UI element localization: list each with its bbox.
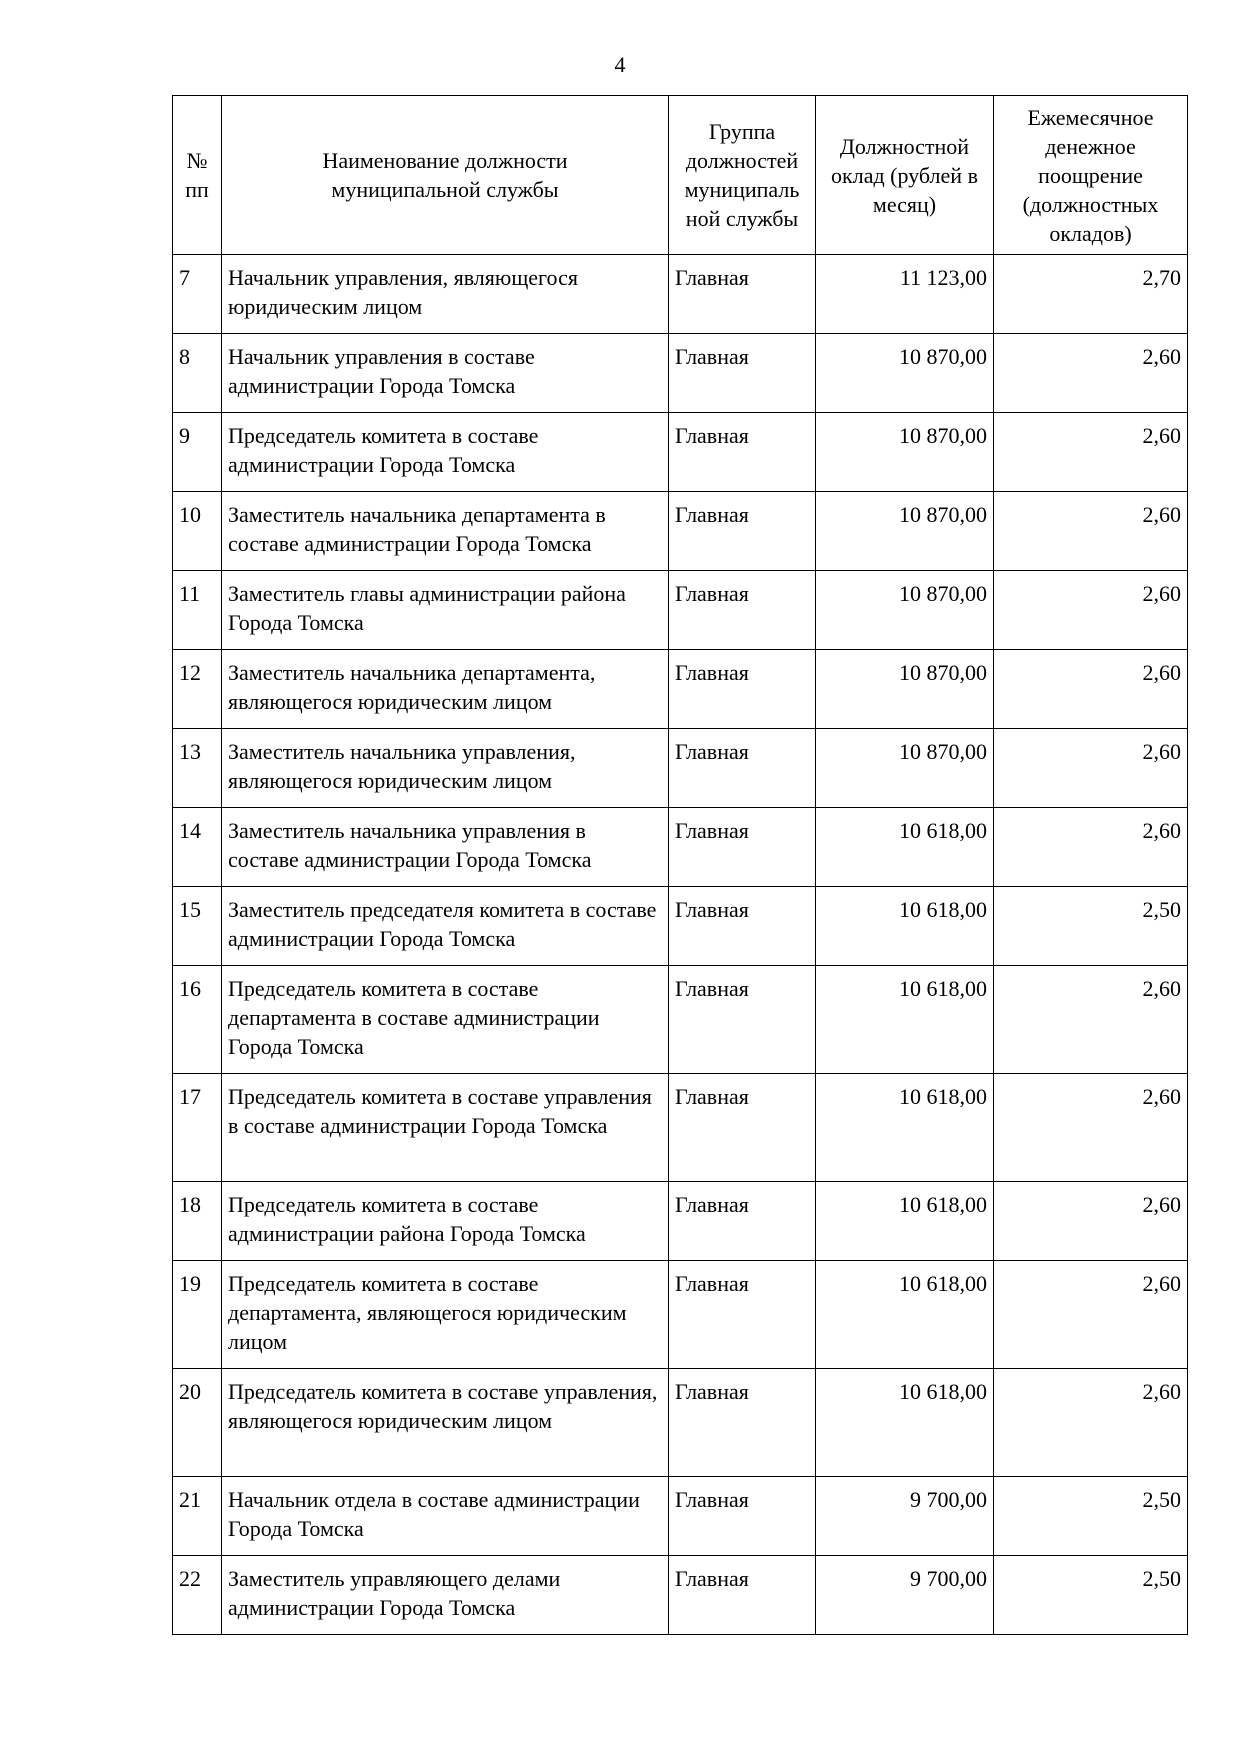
monthly-bonus: 2,60 [994, 729, 1188, 808]
position-name: Председатель комитета в составе администрации района Города Томска [222, 1182, 669, 1261]
monthly-bonus: 2,60 [994, 1369, 1188, 1477]
position-group: Главная [669, 1556, 816, 1635]
position-name: Начальник управления, являющегося юридическим лицом [222, 255, 669, 334]
row-number: 9 [173, 413, 222, 492]
salary: 11 123,00 [816, 255, 994, 334]
row-number: 11 [173, 571, 222, 650]
salary: 10 870,00 [816, 413, 994, 492]
position-name: Председатель комитета в составе департамента в составе администрации Города Томска [222, 966, 669, 1074]
monthly-bonus: 2,60 [994, 1074, 1188, 1182]
position-name: Заместитель начальника департамента в составе администрации Города Томска [222, 492, 669, 571]
position-name: Начальник отдела в составе администрации Города Томска [222, 1477, 669, 1556]
header-salary: Должностной оклад (рублей в месяц) [816, 96, 994, 255]
header-row [173, 96, 1188, 255]
table-row [173, 255, 1188, 334]
position-name: Председатель комитета в составе администрации Города Томска [222, 413, 669, 492]
monthly-bonus: 2,60 [994, 808, 1188, 887]
table-row [173, 571, 1188, 650]
row-number: 12 [173, 650, 222, 729]
position-group: Главная [669, 571, 816, 650]
row-number: 19 [173, 1261, 222, 1369]
salary: 10 618,00 [816, 808, 994, 887]
header-position-group: Группа должностей муниципаль ной службы [669, 96, 816, 255]
table-row [173, 413, 1188, 492]
monthly-bonus: 2,70 [994, 255, 1188, 334]
table-row [173, 808, 1188, 887]
row-number: 8 [173, 334, 222, 413]
monthly-bonus: 2,60 [994, 1261, 1188, 1369]
position-name: Заместитель начальника управления, являющегося юридическим лицом [222, 729, 669, 808]
table-row [173, 729, 1188, 808]
row-number: 16 [173, 966, 222, 1074]
table-row [173, 492, 1188, 571]
salary: 9 700,00 [816, 1556, 994, 1635]
position-group: Главная [669, 650, 816, 729]
row-number: 22 [173, 1556, 222, 1635]
salary: 10 618,00 [816, 1261, 994, 1369]
position-group: Главная [669, 887, 816, 966]
position-name: Председатель комитета в составе департамента, являющегося юридическим лицом [222, 1261, 669, 1369]
monthly-bonus: 2,60 [994, 413, 1188, 492]
table-body [173, 255, 1188, 1635]
position-group: Главная [669, 808, 816, 887]
positions-table [172, 95, 1188, 1635]
row-number: 17 [173, 1074, 222, 1182]
header-number: № пп [173, 96, 222, 255]
position-group: Главная [669, 1261, 816, 1369]
position-group: Главная [669, 729, 816, 808]
monthly-bonus: 2,60 [994, 492, 1188, 571]
position-group: Главная [669, 1182, 816, 1261]
position-name: Заместитель главы администрации района Города Томска [222, 571, 669, 650]
salary: 10 870,00 [816, 334, 994, 413]
header-monthly-bonus: Ежемесячное денежное поощрение (должностных окладов) [994, 96, 1188, 255]
table-row [173, 1477, 1188, 1556]
table-header [173, 96, 1188, 255]
position-name: Заместитель председателя комитета в составе администрации Города Томска [222, 887, 669, 966]
position-group: Главная [669, 1369, 816, 1477]
position-name: Председатель комитета в составе управления, являющегося юридическим лицом [222, 1369, 669, 1477]
table-row [173, 650, 1188, 729]
position-group: Главная [669, 1477, 816, 1556]
monthly-bonus: 2,50 [994, 887, 1188, 966]
row-number: 10 [173, 492, 222, 571]
table-row [173, 1261, 1188, 1369]
salary: 10 870,00 [816, 492, 994, 571]
position-group: Главная [669, 413, 816, 492]
position-name: Заместитель управляющего делами администрации Города Томска [222, 1556, 669, 1635]
row-number: 13 [173, 729, 222, 808]
monthly-bonus: 2,60 [994, 571, 1188, 650]
monthly-bonus: 2,60 [994, 650, 1188, 729]
salary: 10 618,00 [816, 1182, 994, 1261]
position-group: Главная [669, 255, 816, 334]
table-row [173, 1556, 1188, 1635]
monthly-bonus: 2,60 [994, 334, 1188, 413]
position-name: Заместитель начальника департамента, являющегося юридическим лицом [222, 650, 669, 729]
salary: 10 618,00 [816, 1369, 994, 1477]
table-row [173, 887, 1188, 966]
monthly-bonus: 2,50 [994, 1477, 1188, 1556]
monthly-bonus: 2,60 [994, 966, 1188, 1074]
salary: 9 700,00 [816, 1477, 994, 1556]
salary: 10 870,00 [816, 571, 994, 650]
position-group: Главная [669, 966, 816, 1074]
position-group: Главная [669, 492, 816, 571]
row-number: 7 [173, 255, 222, 334]
salary: 10 618,00 [816, 966, 994, 1074]
header-position-name: Наименование должности муниципальной службы [222, 96, 669, 255]
row-number: 15 [173, 887, 222, 966]
page-number: 4 [614, 52, 626, 77]
position-name: Председатель комитета в составе управления в составе администрации Города Томска [222, 1074, 669, 1182]
table-row [173, 1074, 1188, 1182]
salary: 10 618,00 [816, 887, 994, 966]
salary: 10 618,00 [816, 1074, 994, 1182]
table-row [173, 1369, 1188, 1477]
salary: 10 870,00 [816, 650, 994, 729]
row-number: 20 [173, 1369, 222, 1477]
table-row [173, 1182, 1188, 1261]
salary: 10 870,00 [816, 729, 994, 808]
position-name: Начальник управления в составе администрации Города Томска [222, 334, 669, 413]
position-group: Главная [669, 334, 816, 413]
monthly-bonus: 2,60 [994, 1182, 1188, 1261]
monthly-bonus: 2,50 [994, 1556, 1188, 1635]
position-name: Заместитель начальника управления в составе администрации Города Томска [222, 808, 669, 887]
position-group: Главная [669, 1074, 816, 1182]
row-number: 21 [173, 1477, 222, 1556]
table-row [173, 334, 1188, 413]
table-row [173, 966, 1188, 1074]
row-number: 14 [173, 808, 222, 887]
row-number: 18 [173, 1182, 222, 1261]
